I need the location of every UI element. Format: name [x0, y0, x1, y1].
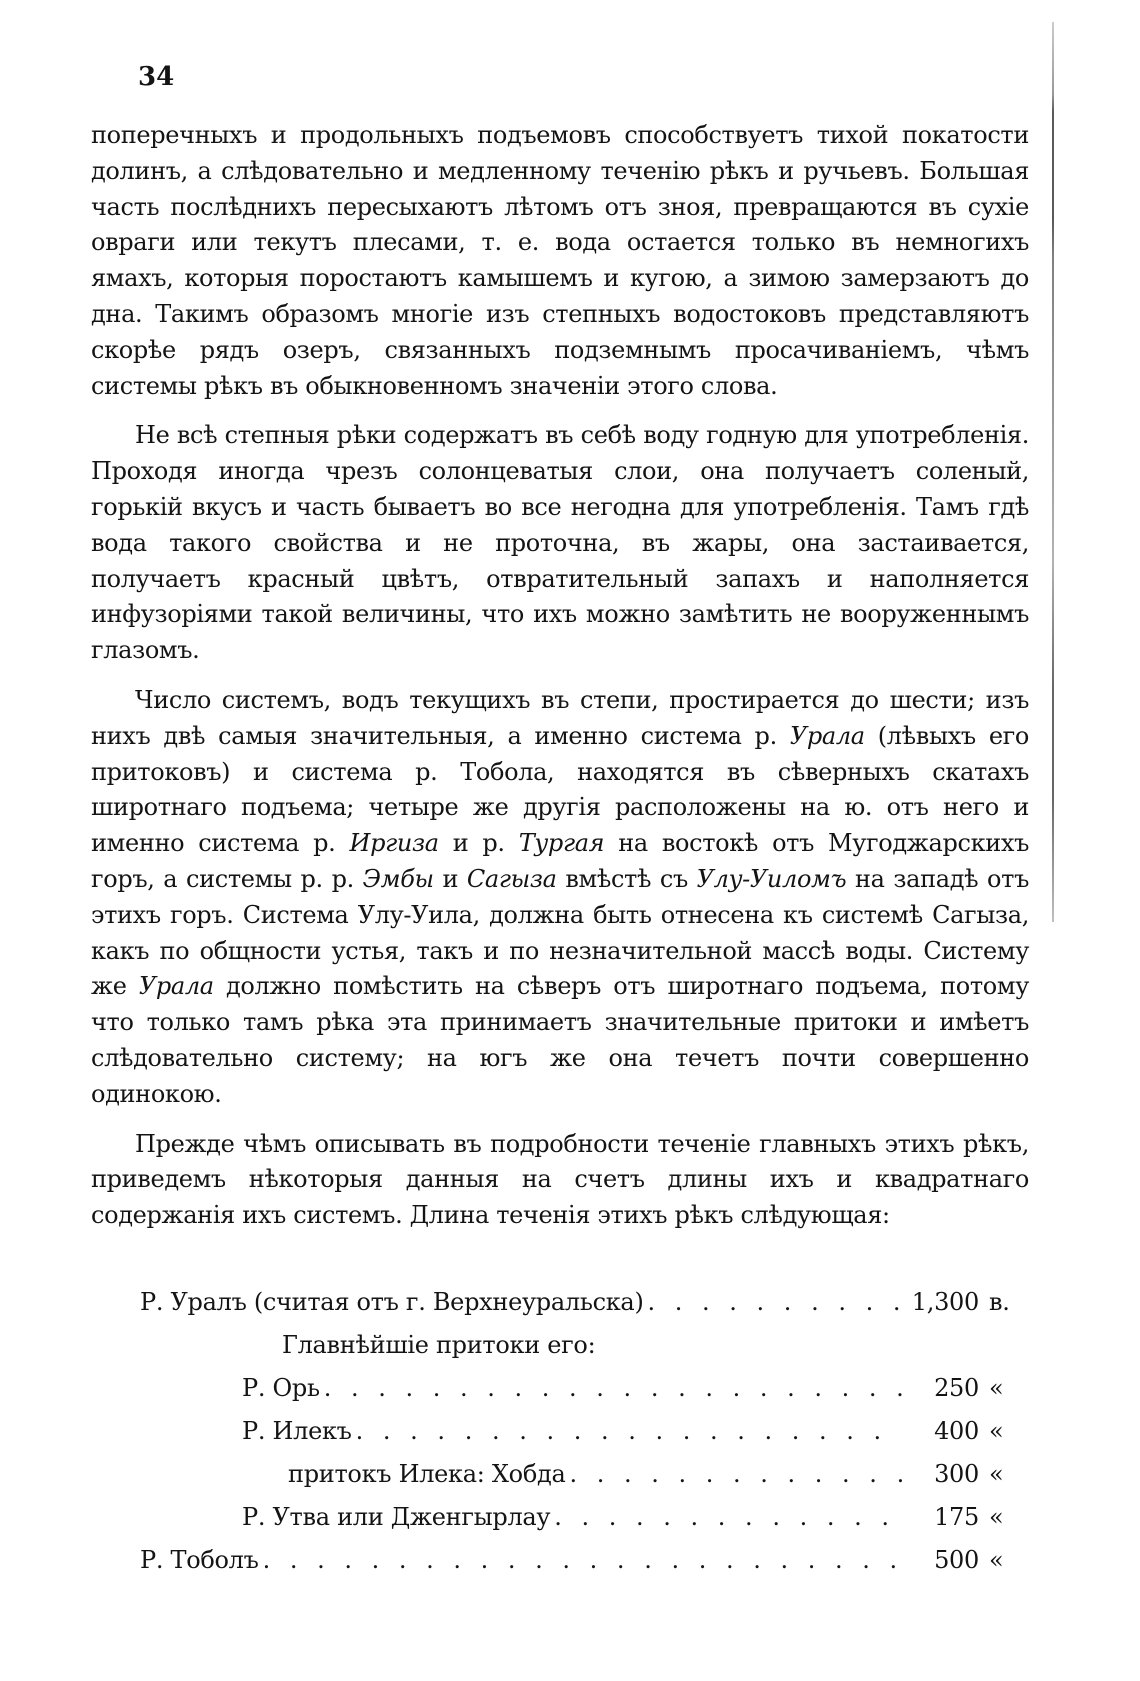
- paragraph: [91, 683, 1029, 1113]
- tributaries-heading-row: [140, 1324, 1035, 1367]
- text-run: на востокѣ отъ Мугоджарскихъ горъ, а системы р. р.: [91, 829, 1029, 893]
- italic-river-name: Сагыза: [466, 864, 557, 893]
- text-run: Не всѣ степныя рѣки содержатъ въ себѣ воду годную для употребленія. Проходя иногда чрезъ солонцеватыя слои, она получаетъ соленый, горькій вкусъ и часть бываетъ во все негодна для употребленія. Тамъ гдѣ вода такого свойства и не проточна, въ жары, она застаивается, получаетъ красный цвѣтъ, отвратительный запахъ и наполняется инфузоріями такой величины, что ихъ можно замѣтить не вооруженнымъ глазомъ.: [91, 421, 1029, 665]
- river-row-khobda: [140, 1453, 1035, 1496]
- italic-river-name: Улу-Уиломъ: [696, 864, 847, 893]
- river-row-utva: [140, 1496, 1035, 1539]
- river-row-ural: [140, 1281, 1035, 1324]
- river-length: 300: [934, 1460, 979, 1488]
- dot-leader: [263, 1539, 903, 1582]
- italic-river-name: Урала: [138, 972, 214, 1001]
- text-run: вмѣстѣ съ: [556, 864, 697, 893]
- length-unit: «: [989, 1546, 1004, 1574]
- text-run: (лѣвыхъ его притоковъ) и система р. Тобола, находятся въ сѣверныхъ скатахъ широтнаго подъема; четыре же другія расположены на ю. отъ него и именно система р.: [91, 721, 1029, 858]
- river-length: 175: [934, 1503, 979, 1531]
- italic-river-name: Иргиза: [349, 829, 439, 858]
- river-row-ilek: [140, 1410, 1035, 1453]
- river-name: Р. Уралъ (считая отъ г. Верхнеуральска): [140, 1288, 644, 1316]
- page-number: 34: [138, 62, 175, 92]
- length-unit: в.: [989, 1288, 1010, 1316]
- river-row-or: [140, 1367, 1035, 1410]
- body-text: [91, 118, 1029, 1234]
- dot-leader: [648, 1281, 903, 1324]
- text-run: и: [433, 864, 467, 893]
- dot-leader: [569, 1453, 903, 1496]
- dot-leader: [324, 1367, 903, 1410]
- italic-river-name: Тургая: [518, 829, 605, 858]
- river-name: Р. Тоболъ: [140, 1546, 259, 1574]
- dot-leader: [554, 1496, 903, 1539]
- text-run: на западѣ отъ этихъ горъ. Система Улу-Уила, должна быть отнесена къ системѣ Сагыза, какъ по общности устья, такъ и по незначительной массѣ воды. Систему же: [91, 864, 1029, 1001]
- page-edge-shadow: [1052, 22, 1054, 922]
- river-length: 1,300: [911, 1288, 979, 1316]
- river-name: Р. Утва или Дженгырлау: [242, 1503, 551, 1531]
- text-run: Прежде чѣмъ описывать въ подробности теченіе главныхъ этихъ рѣкъ, приведемъ нѣкоторыя данныя на счетъ длины ихъ и квадратнаго содержанія ихъ системъ. Длина теченія этихъ рѣкъ слѣдующая:: [91, 1129, 1029, 1230]
- text-run: должно помѣстить на сѣверъ отъ широтнаго подъема, потому что только тамъ рѣка эта принимаетъ значительные притоки и имѣетъ слѣдовательно систему; на югъ же она течетъ почти совершенно одинокою.: [91, 972, 1029, 1108]
- text-run: Число системъ, водъ текущихъ въ степи, простирается до шести; изъ нихъ двѣ самыя значительныя, а именно система р.: [91, 685, 1029, 750]
- river-name: Р. Орь: [242, 1374, 320, 1402]
- text-run: и р.: [438, 829, 519, 858]
- italic-river-name: Урала: [789, 721, 865, 750]
- tributaries-heading: Главнѣйшіе притоки его:: [282, 1331, 596, 1359]
- river-length: 500: [934, 1546, 979, 1574]
- river-name: Р. Илекъ: [242, 1417, 352, 1445]
- river-name: притокъ Илека: Хобда: [288, 1460, 566, 1488]
- length-unit: «: [989, 1374, 1004, 1402]
- river-length-list: [140, 1281, 1035, 1582]
- river-length: 400: [934, 1417, 979, 1445]
- river-length: 250: [934, 1374, 979, 1402]
- length-unit: «: [989, 1417, 1004, 1445]
- dot-leader: [356, 1410, 903, 1453]
- italic-river-name: Эмбы: [362, 864, 434, 893]
- length-unit: «: [989, 1503, 1004, 1531]
- paragraph: [91, 1127, 1029, 1234]
- paragraph: [91, 418, 1029, 669]
- river-row-tobol: [140, 1539, 1035, 1582]
- text-run: поперечныхъ и продольныхъ подъемовъ способствуетъ тихой покатости долинъ, а слѣдовательно и медленному теченію рѣкъ и ручьевъ. Большая часть послѣднихъ пересыхаютъ лѣтомъ отъ зноя, превращаются въ сухіе овраги или текутъ плесами, т. е. вода остается только въ немногихъ ямахъ, которыя поростаютъ камышемъ и кугою, а зимою замерзаютъ до дна. Такимъ образомъ многіе изъ степныхъ водостоковъ представляютъ скорѣе рядъ озеръ, связанныхъ подземнымъ просачиваніемъ, чѣмъ системы рѣкъ въ обыкновенномъ значеніи этого слова.: [91, 121, 1029, 400]
- paragraph: [91, 118, 1029, 404]
- length-unit: «: [989, 1460, 1004, 1488]
